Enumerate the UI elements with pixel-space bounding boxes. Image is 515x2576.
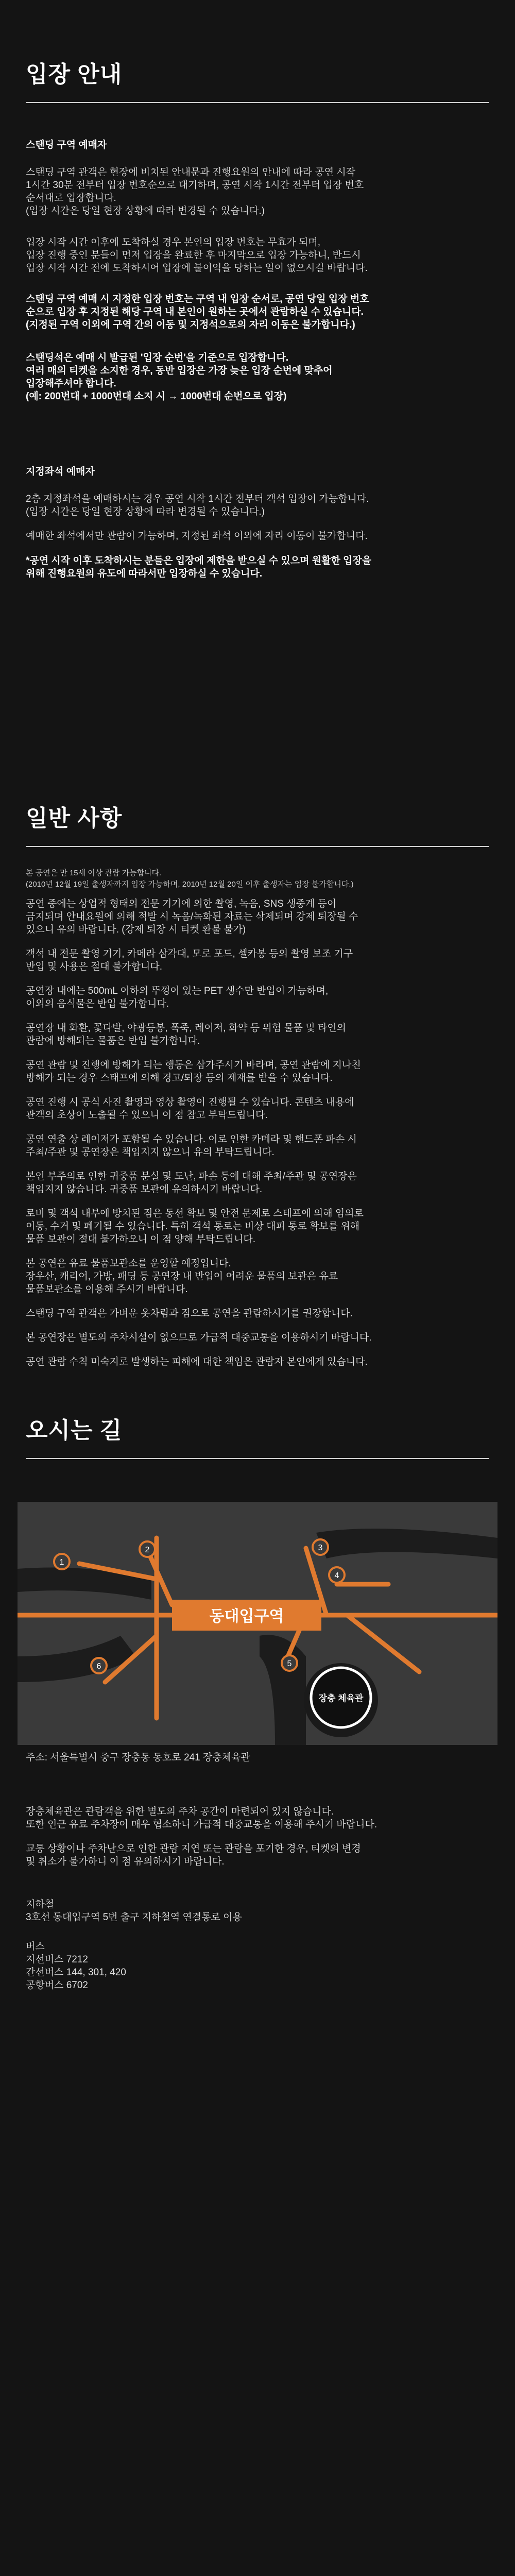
standing-heading-text: 스탠딩 구역 예매자	[26, 140, 107, 150]
venue-address: 주소: 서울특별시 중구 장충동 동호로 241 장충체육관	[26, 1752, 250, 1763]
general-item: 본인 부주의로 인한 귀중품 분실 및 도난, 파손 등에 대해 주최/주관 및 공연장은 책임지지 않습니다. 귀중품 보관에 유의하시기 바랍니다.	[26, 1171, 357, 1195]
bus-line: 공항버스 6702	[26, 1980, 88, 1991]
reserved-paragraph-1-text: 2층 지정좌석을 예매하시는 경우 공연 시작 1시간 전부터 객석 입장이 가능합니다. (입장 시간은 당일 현장 상황에 따라 변경될 수 있습니다.)	[26, 494, 369, 517]
general-item: 공연장 내 화환, 꽃다발, 야광등봉, 폭죽, 레이저, 화약 등 위험 물품 및 타인의 관람에 방해되는 물품은 반입 불가합니다.	[26, 1023, 347, 1046]
standing-notice-1-text: 스탠딩 구역 예매 시 지정한 입장 번호는 구역 내 입장 순서로, 공연 당일 입장 번호 순으로 입장 후 지정된 해당 구역 내 본인이 원하는 곳에서 관람하실 수 있습니다. (지정된 구역 이외에 구역 간의 이동 및 지정석으로의 자리 이동은 불가합니다.)	[26, 294, 369, 330]
reserved-heading-text: 지정좌석 예매자	[26, 466, 95, 477]
subway-heading: 지하철	[26, 1899, 55, 1910]
location-map	[18, 1502, 497, 1745]
bus-heading: 버스	[26, 1941, 45, 1952]
reserved-heading	[26, 464, 489, 478]
traffic-notice-text: 교통 상황이나 주차난으로 인한 관람 지연 또는 관람을 포기한 경우, 티켓의 변경 및 취소가 불가하니 이 점 유의하시기 바랍니다.	[26, 1843, 361, 1867]
venue-label: 장충 체육관	[318, 1693, 364, 1703]
general-items	[26, 897, 489, 1368]
exit-1-label: 1	[59, 1558, 64, 1567]
age-notice	[26, 868, 489, 890]
standing-notice-1	[26, 293, 489, 331]
general-item: 공연 진행 시 공식 사진 촬영과 영상 촬영이 진행될 수 있습니다. 콘텐츠 내용에 관객의 초상이 노출될 수 있으니 이 점 참고 부탁드립니다.	[26, 1097, 354, 1121]
bus-line: 간선버스 144, 301, 420	[26, 1967, 126, 1978]
parking-notice-text: 장충체육관은 관람객을 위한 별도의 주차 공간이 마련되어 있지 않습니다. 또한 인근 유료 주차장이 매우 협소하니 가급적 대중교통을 이용해 주시기 바랍니다.	[26, 1806, 377, 1830]
standing-paragraph-1-text: 스탠딩 구역 관객은 현장에 비치된 안내문과 진행요원의 안내에 따라 공연 시작 1시간 30분 전부터 입장 번호순으로 대기하며, 공연 시작 1시간 전부터 입장 번호 순서대로 입장합니다. (입장 시간은 당일 현장 상황에 따라 변경될 수 있습니다.)	[26, 167, 364, 216]
exit-3-label: 3	[318, 1544, 323, 1552]
subway-info	[26, 1898, 489, 1924]
entry-section	[26, 56, 489, 579]
age-line-1: 본 공연은 만 15세 이상 관람 가능합니다.	[26, 869, 162, 877]
general-section	[26, 800, 489, 1367]
exit-4-label: 4	[334, 1571, 339, 1580]
bus-line: 지선버스 7212	[26, 1954, 88, 1965]
traffic-notice	[26, 1842, 489, 1868]
reserved-paragraph-2-text: 예매한 좌석에서만 관람이 가능하며, 지정된 좌석 이외에 자리 이동이 불가합니다.	[26, 531, 368, 541]
bus-info	[26, 1940, 489, 1992]
standing-paragraph-1	[26, 166, 489, 217]
subway-detail: 3호선 동대입구역 5번 출구 지하철역 연결통로 이용	[26, 1912, 242, 1923]
general-title: 일반 사항	[26, 800, 489, 847]
directions-section	[26, 1412, 489, 1459]
general-item: 공연 관람 및 진행에 방해가 되는 행동은 삼가주시기 바라며, 공연 관람에 지나친 방해가 되는 경우 스태프에 의해 경고/퇴장 등의 제재를 받을 수 있습니다.	[26, 1060, 361, 1083]
general-item: 로비 및 객석 내부에 방치된 짐은 동선 확보 및 안전 문제로 스태프에 의해 임의로 이동, 수거 및 폐기될 수 있습니다. 특히 객석 통로는 비상 대피 통로 확보를 위해 물품 보관이 절대 불가하오니 이 점 양해 부탁드립니다.	[26, 1208, 364, 1245]
reserved-paragraph-1	[26, 493, 489, 518]
standing-paragraph-2-text: 입장 시작 시간 이후에 도착하실 경우 본인의 입장 번호는 무효가 되며, 입장 진행 중인 분들이 먼저 입장을 완료한 후 마지막으로 입장 가능하니, 반드시 입장 시작 시간 전에 도착하시어 입장에 불이익을 당하는 일이 없으시길 바랍니다.	[26, 237, 368, 274]
reserved-paragraph-2	[26, 530, 489, 543]
exit-2-label: 2	[145, 1546, 150, 1554]
exit-5-label: 5	[287, 1659, 292, 1668]
general-item: 본 공연장은 별도의 주차시설이 없으므로 가급적 대중교통을 이용하시기 바랍니다.	[26, 1332, 372, 1343]
general-item: 공연 관람 수칙 미숙지로 발생하는 피해에 대한 책임은 관람자 본인에게 있습니다.	[26, 1357, 368, 1367]
standing-notice-2-text: 스탠딩석은 예매 시 발급된 '입장 순번'을 기준으로 입장합니다. 여러 매의 티켓을 소지한 경우, 동반 입장은 가장 늦은 입장 순번에 맞추어 입장해주셔야 합니다. (예: 200번대 + 1000번대 소지 시 → 1000번대 순번으로 입장)	[26, 352, 333, 402]
age-line-2: (2010년 12월 19일 출생자까지 입장 가능하며, 2010년 12월 20일 이후 출생자는 입장 불가합니다.)	[26, 880, 354, 889]
reserved-notice	[26, 554, 489, 580]
standing-heading	[26, 137, 489, 151]
general-item: 객석 내 전문 촬영 기기, 카메라 삼각대, 모로 포드, 셀카봉 등의 촬영 보조 기구 반입 및 사용은 절대 불가합니다.	[26, 948, 353, 972]
general-item: 스탠딩 구역 관객은 가벼운 옷차림과 짐으로 공연을 관람하시기를 권장합니다.	[26, 1308, 353, 1319]
general-item: 공연 중에는 상업적 형태의 전문 기기에 의한 촬영, 녹음, SNS 생중계 등이 금지되며 안내요원에 의해 적발 시 녹음/녹화된 자료는 삭제되며 강제 퇴장될 수 있으니 유의 바랍니다. (강제 퇴장 시 티켓 환불 불가)	[26, 899, 358, 935]
entry-title: 입장 안내	[26, 56, 489, 103]
exit-6-label: 6	[96, 1662, 101, 1671]
station-label: 동대입구역	[209, 1608, 284, 1625]
map-svg	[18, 1502, 497, 1745]
general-item: 본 공연은 유료 물품보관소를 운영할 예정입니다. 장우산, 캐리어, 가방, 패딩 등 공연장 내 반입이 어려운 물품의 보관은 유료 물품보관소를 이용해 주시기 바랍니다.	[26, 1258, 338, 1295]
parking-notice	[26, 1805, 489, 1831]
general-item: 공연장 내에는 500mL 이하의 뚜껑이 있는 PET 생수만 반입이 가능하며, 이외의 음식물은 반입 불가합니다.	[26, 986, 329, 1009]
general-item: 공연 연출 상 레이저가 포함될 수 있습니다. 이로 인한 카메라 및 핸드폰 파손 시 주최/주관 및 공연장은 책임지지 않으니 유의 부탁드립니다.	[26, 1134, 357, 1158]
reserved-notice-text: *공연 시작 이후 도착하시는 분들은 입장에 제한을 받으실 수 있으며 원활한 입장을 위해 진행요원의 유도에 따라서만 입장하실 수 있습니다.	[26, 555, 372, 579]
standing-paragraph-2	[26, 236, 489, 275]
directions-title: 오시는 길	[26, 1412, 489, 1459]
standing-notice-2	[26, 351, 489, 403]
